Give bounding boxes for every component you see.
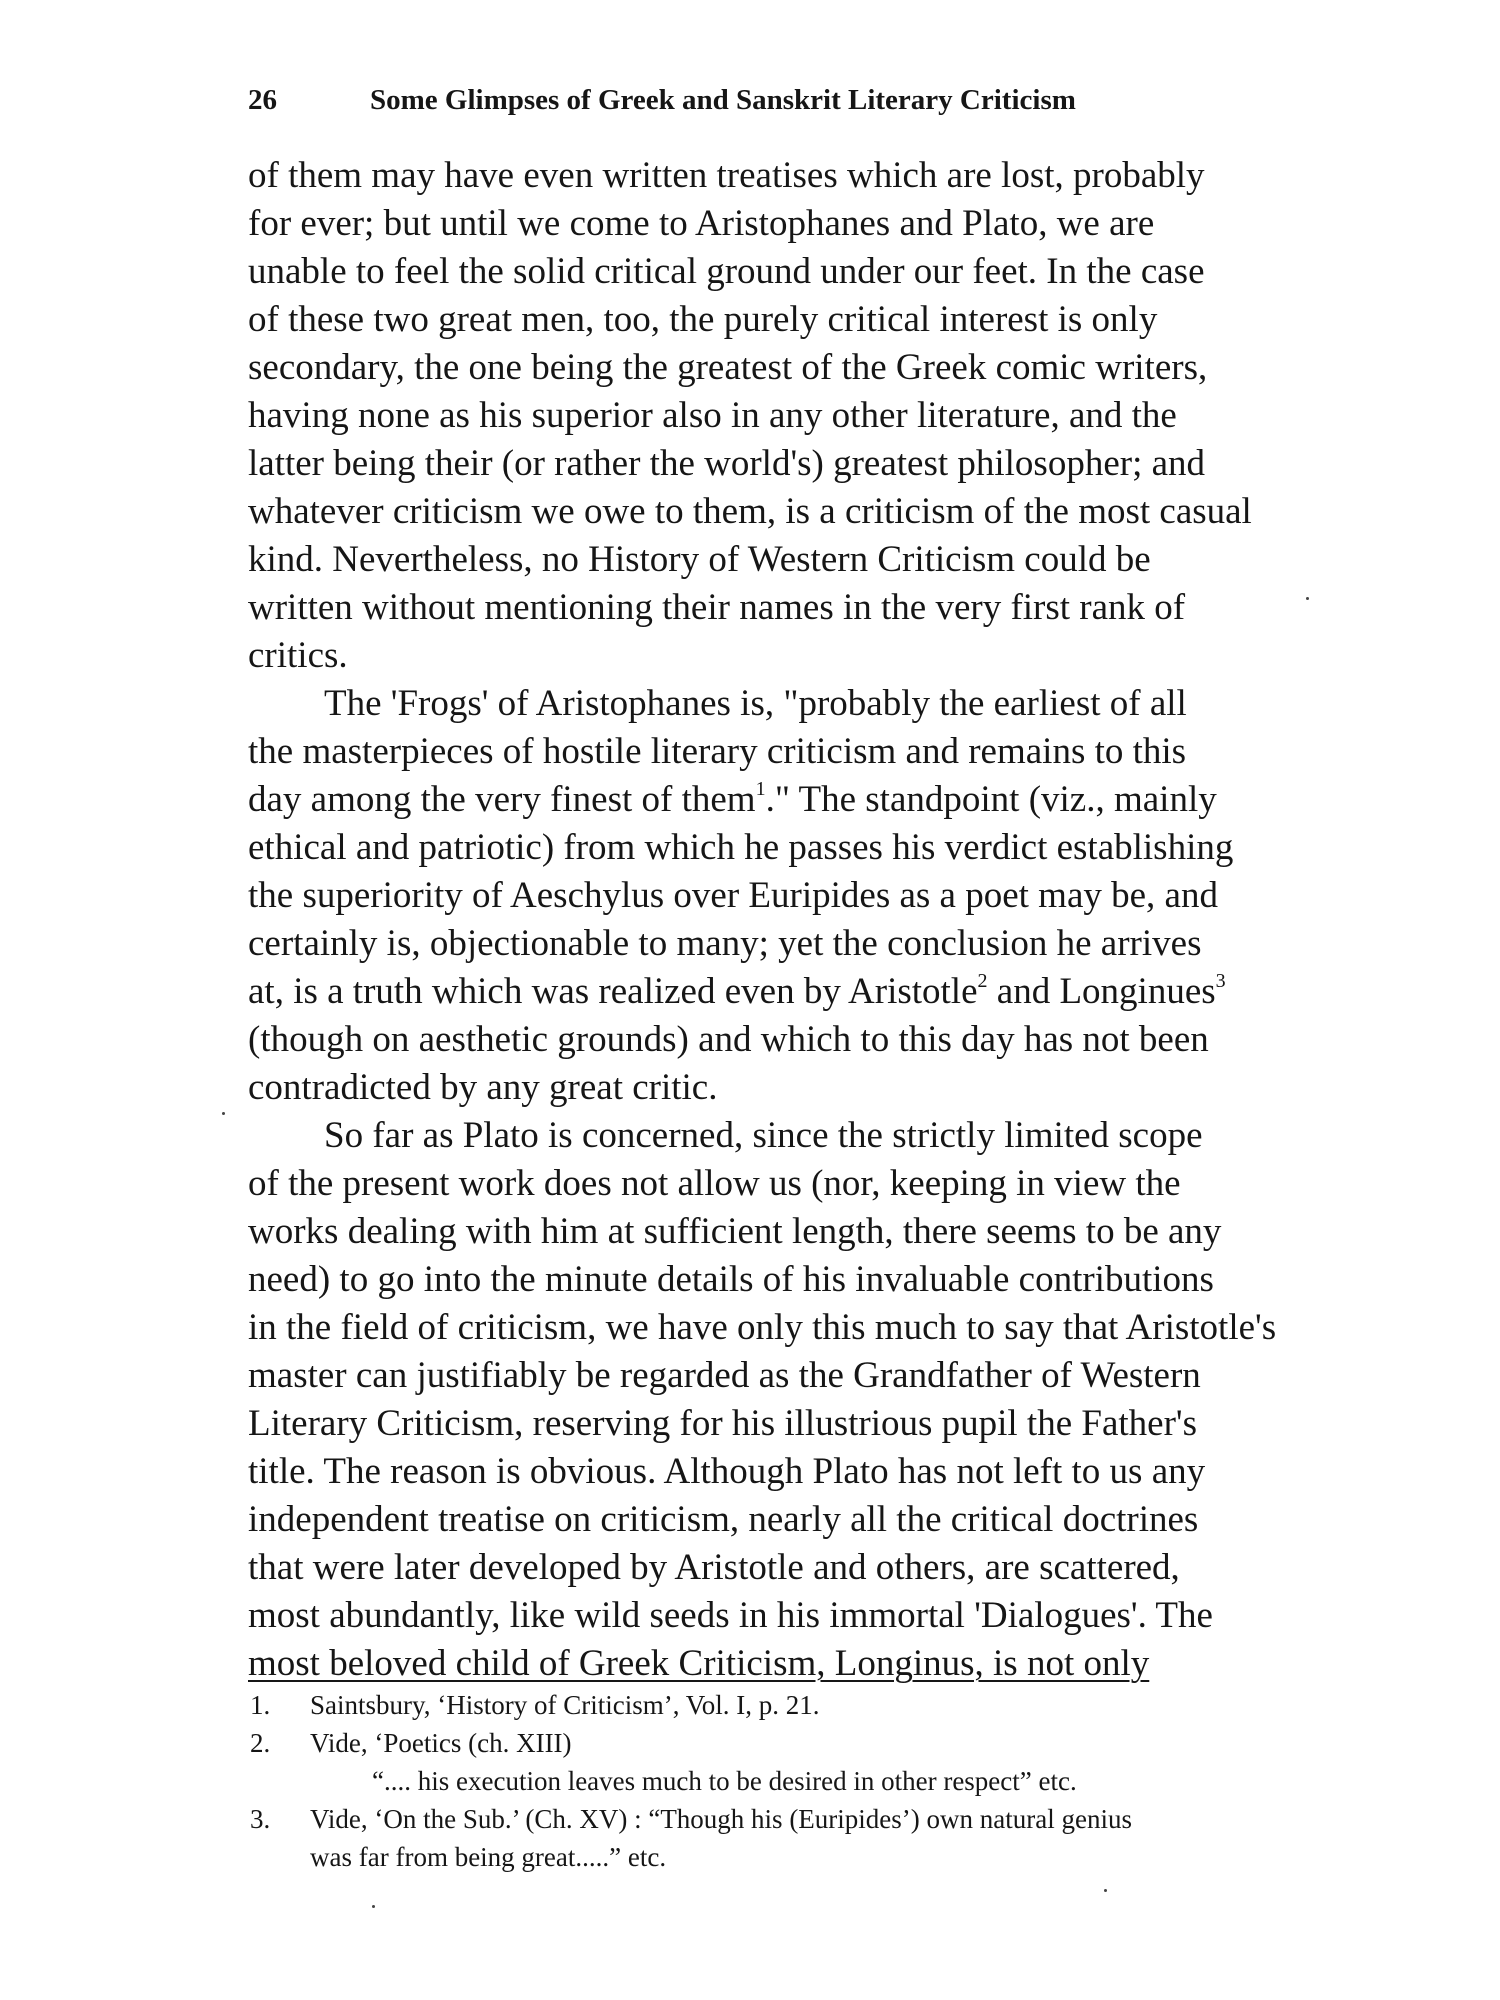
line-text: day among the very finest of them [248,779,756,820]
footnote-number: 1. [250,1690,271,1720]
paragraph-start: The 'Frogs' of Aristophanes is, "probably the earliest of all [324,683,1187,724]
footnote-text: Saintsbury, ‘History of Criticism’, Vol. I, p. 21. [310,1690,820,1720]
page-number: 26 [248,84,277,116]
body-line: contradicted by any great critic. [248,1067,718,1108]
body-line: that were later developed by Aristotle and others, are scattered, [248,1547,1180,1588]
scan-speck [1104,1889,1107,1892]
body-line: ethical and patriotic) from which he passes his verdict establishing [248,827,1234,868]
footnote-2 [250,1724,1290,1762]
footnotes [250,1686,1290,1876]
body-line: critics. [248,635,348,676]
footnote-ref-1: 1 [755,778,766,800]
scan-speck [222,1112,225,1115]
footnote-1 [250,1686,1290,1724]
footnote-number: 3. [250,1804,271,1834]
body-line: independent treatise on criticism, nearly all the critical doctrines [248,1499,1199,1540]
line-text: at, is a truth which was realized even by Aristotle [248,971,978,1012]
body-line: secondary, the one being the greatest of the Greek comic writers, [248,347,1208,388]
body-line: unable to feel the solid critical ground under our feet. In the case [248,251,1205,292]
footnote-text: Vide, ‘Poetics (ch. XIII) [310,1728,572,1758]
running-header [248,80,1248,120]
body-line: whatever criticism we owe to them, is a criticism of the most casual [248,491,1252,532]
body-line: latter being their (or rather the world's) greatest philosopher; and [248,443,1206,484]
body-line: certainly is, objectionable to many; yet the conclusion he arrives [248,923,1202,964]
scan-speck [372,1905,375,1908]
body-line: title. The reason is obvious. Although Plato has not left to us any [248,1451,1206,1492]
footnote-text: Vide, ‘On the Sub.’ (Ch. XV) : “Though his (Euripides’) own natural genius [310,1804,1132,1834]
footnote-2-quote: “.... his execution leaves much to be desired in other respect” etc. [372,1766,1077,1796]
body-line: of these two great men, too, the purely critical interest is only [248,299,1158,340]
body-line: kind. Nevertheless, no History of Western Criticism could be [248,539,1151,580]
body-line: having none as his superior also in any other literature, and the [248,395,1177,436]
body-line: Literary Criticism, reserving for his illustrious pupil the Father's [248,1403,1197,1444]
body-line-with-footnote-ref [248,776,1282,824]
body-line-underlined: most beloved child of Greek Criticism, Longinus, is not only [248,1643,1150,1684]
paragraph-start: So far as Plato is concerned, since the strictly limited scope [324,1115,1203,1156]
scan-speck [1306,597,1309,600]
footnote-3-continuation: was far from being great.....” etc. [310,1842,667,1872]
body-line: the superiority of Aeschylus over Euripides as a poet may be, and [248,875,1218,916]
body-line: most abundantly, like wild seeds in his immortal 'Dialogues'. The [248,1595,1213,1636]
body-line-with-footnote-refs [248,968,1282,1016]
body-line: master can justifiably be regarded as the Grandfather of Western [248,1355,1201,1396]
body-line: works dealing with him at sufficient length, there seems to be any [248,1211,1222,1252]
running-title: Some Glimpses of Greek and Sanskrit Literary Criticism [370,84,1076,116]
footnote-ref-3: 3 [1215,970,1226,992]
body-line: of them may have even written treatises which are lost, probably [248,155,1205,196]
body-line: written without mentioning their names in the very first rank of [248,587,1186,628]
body-line: of the present work does not allow us (nor, keeping in view the [248,1163,1181,1204]
body-line: for ever; but until we come to Aristophanes and Plato, we are [248,203,1155,244]
footnote-number: 2. [250,1728,271,1758]
body-line: in the field of criticism, we have only this much to say that Aristotle's [248,1307,1277,1348]
body-line: (though on aesthetic grounds) and which to this day has not been [248,1019,1209,1060]
body-line: the masterpieces of hostile literary criticism and remains to this [248,731,1187,772]
footnote-ref-2: 2 [977,970,988,992]
line-text: and Longinues [987,971,1216,1012]
line-text: ." The standpoint (viz., mainly [765,779,1217,820]
body-text [248,152,1282,1688]
footnote-3 [250,1800,1290,1838]
body-line: need) to go into the minute details of his invaluable contributions [248,1259,1214,1300]
